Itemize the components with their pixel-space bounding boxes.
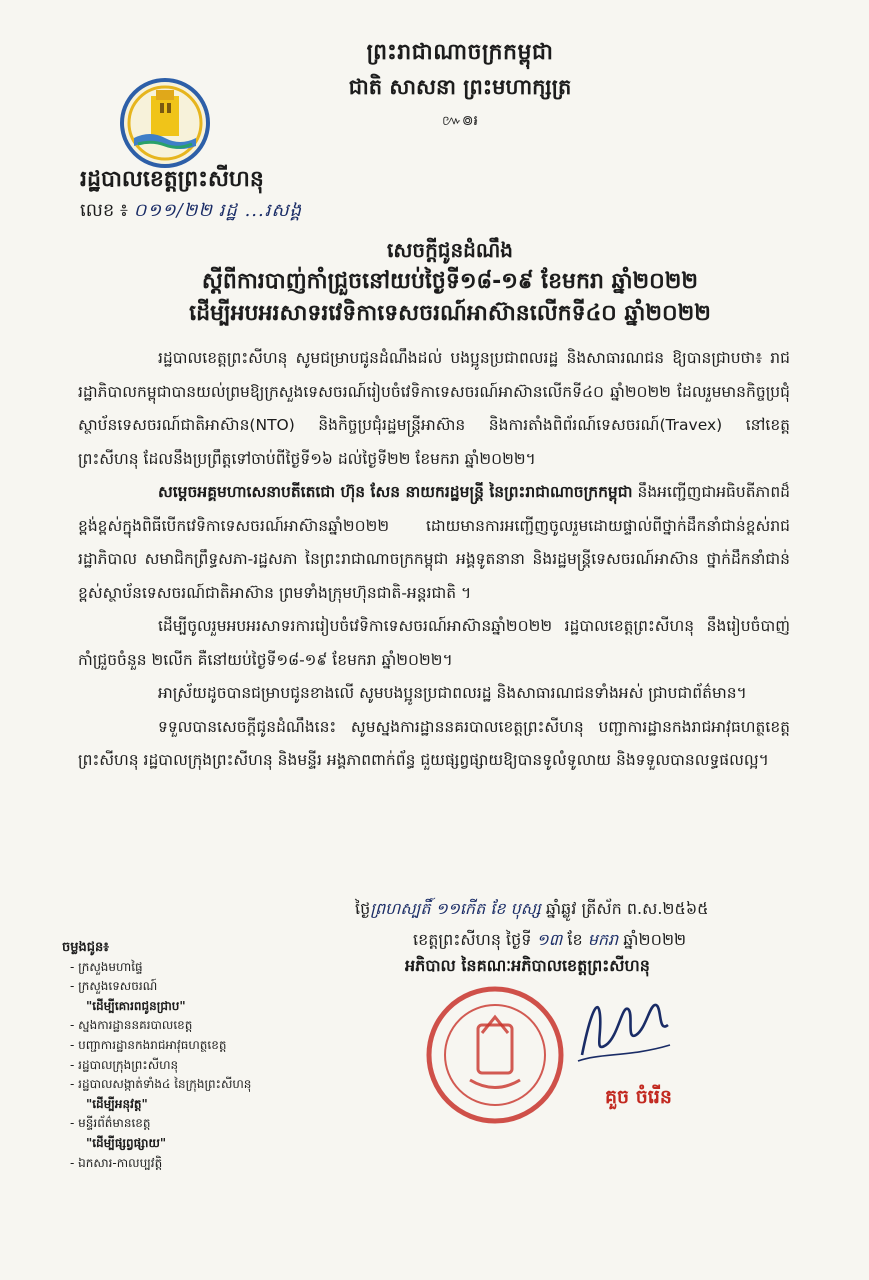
paragraph-2-rest: នឹងអញ្ជើញជាអធិបតីភាពដ៏ខ្ពង់ខ្ពស់ក្នុងពិធីបើកវេទិកាទេសចរណ៍អាស៊ានឆ្នាំ២០២២ ដោយមានការអញ្ជើញចូលរួមដោយផ្ទាល់ពីថ្នាក់ដឹកនាំជាន់ខ្ពស់រាជរដ្ឋាភិបាល សមាជិកព្រឹទ្ធសភា-រដ្ឋសភា នៃព្រះរាជាណាចក្រកម្ពុជា អង្គទូតនានា និងរដ្ឋមន្ត្រីទេសចរណ៍អាស៊ាន ថ្នាក់ដឹកនាំជាន់ខ្ពស់ស្ថាប័នទេសចរណ៍ជាតិអាស៊ាន ព្រមទាំងក្រុមហ៊ុនជាតិ-អន្តរជាតិ ។ <box>78 483 790 602</box>
paragraph-2-lead: សម្តេចអគ្គមហាសេនាបតីតេជោ ហ៊ុន សែន នាយករដ្ឋមន្ត្រី នៃព្រះរាជាណាចក្រកម្ពុជា <box>158 483 633 501</box>
date-block <box>355 893 815 955</box>
paragraph-1: រដ្ឋបាលខេត្តព្រះសីហនុ សូមជម្រាបជូនដំណឹងដល់ បងប្អូនប្រជាពលរដ្ឋ និងសាធារណជន ឱ្យបានជ្រាបថា៖ រាជរដ្ឋាភិបាលកម្ពុជាបានយល់ព្រមឱ្យក្រសួងទេសចរណ៍រៀបចំវេទិកាទេសចរណ៍អាស៊ានលើកទី៤០ ឆ្នាំ២០២២ ដែលរួមមានកិច្ចប្រជុំស្ថាប័នទេសចរណ៍ជាតិអាស៊ាន(NTO) និងកិច្ចប្រជុំរដ្ឋមន្ត្រីអាស៊ាន និងការតាំងពិព័រណ៍ទេសចរណ៍(Travex) នៅខេត្តព្រះសីហនុ ដែលនឹងប្រព្រឹត្តទៅចាប់ពីថ្ងៃទី១៦ ដល់ថ្ងៃទី២២ ខែមករា ឆ្នាំ២០២២។ <box>78 349 790 468</box>
list-item: - រដ្ឋបាលក្រុងព្រះសីហនុ <box>70 1057 179 1072</box>
distribution-title: ចម្លងជូន៖ <box>62 940 109 955</box>
list-item: - ស្នងការដ្ឋាននគរបាលខេត្ត <box>70 1018 193 1033</box>
notice-purpose: ដើម្បីអបអរសាទរវេទិកាទេសចរណ៍អាស៊ានលើកទី៤០ ឆ្នាំ២០២២ <box>189 301 711 326</box>
notice-title: សេចក្តីជូនដំណឹង <box>387 238 513 262</box>
national-motto: ជាតិ សាសនា ព្រះមហាក្សត្រ <box>348 75 572 99</box>
paragraph-4: អាស្រ័យដូចបានជម្រាបជូនខាងលើ សូមបងប្អូនប្រជាពលរដ្ឋ និងសាធារណជនទាំងអស់ ជ្រាបជាព័ត៌មាន។ <box>158 684 747 702</box>
kingdom-title: ព្រះរាជាណាចក្រកម្ពុជា <box>366 40 554 65</box>
reference-number-value: ០១១/២២ <box>133 200 213 221</box>
handwritten-signature-icon <box>570 975 680 1074</box>
kingdom-header <box>300 38 620 132</box>
reference-code: រដ្ឋ ...រសង្គ <box>218 200 303 221</box>
notice-body <box>78 342 790 778</box>
issuing-authority: រដ្ឋបាលខេត្តព្រះសីហនុ <box>80 167 264 192</box>
list-item: - បញ្ជាការដ្ឋានកងរាជអាវុធហត្ថខេត្ត <box>70 1037 227 1052</box>
red-official-seal-icon <box>410 985 580 1129</box>
distribution-list <box>62 938 362 1173</box>
lunar-date-line: ថ្ងៃព្រហស្បតិ៍ ១១កើត ខែ បុស្ស ឆ្នាំឆ្លូវ ត្រីស័ក ព.ស.២៥៦៥ <box>355 899 709 918</box>
list-item: - ក្រសួងមហាផ្ទៃ <box>70 959 143 974</box>
paragraph-2 <box>78 476 790 610</box>
signatory-name: គួច ចំរើន <box>605 1086 672 1108</box>
lunar-date-handwritten: ព្រហស្បតិ៍ ១១កើត ខែ បុស្ស <box>370 899 541 918</box>
paragraph-5: ទទួលបានសេចក្តីជូនដំណឹងនេះ សូមស្នងការដ្ឋាននគរបាលខេត្តព្រះសីហនុ បញ្ជាការដ្ឋានកងរាជអាវុធហត្ថខេត្តព្រះសីហនុ រដ្ឋបាលក្រុងព្រះសីហនុ និងមន្ទីរ អង្គភាពពាក់ព័ន្ធ ជួយផ្សព្វផ្សាយឱ្យបានទូលំទូលាយ និងទទួលបានលទ្ធផលល្អ។ <box>78 717 790 769</box>
reference-label: លេខ ៖ <box>80 200 128 221</box>
list-item: - ឯកសារ-កាលប្បវត្តិ <box>70 1155 163 1170</box>
date-month: មករា <box>587 930 619 949</box>
provincial-seal-icon <box>120 78 210 172</box>
list-note: "ដើម្បីអនុវត្ត" <box>86 1096 148 1111</box>
list-item: - រដ្ឋបាលសង្កាត់ទាំង៤ នៃក្រុងព្រះសីហនុ <box>70 1077 252 1092</box>
list-item: - មន្ទីរព័ត៌មានខេត្ត <box>70 1116 151 1131</box>
header-ornament: ៚៙៛ <box>442 113 478 129</box>
solar-date-line: ខេត្តព្រះសីហនុ ថ្ងៃទី ១៣ ខែ មករា ឆ្នាំ២០២២ <box>413 930 687 949</box>
notice-heading <box>110 234 790 330</box>
reference-number <box>80 198 302 225</box>
date-day: ១៣ <box>536 930 563 949</box>
list-note: "ដើម្បីផ្សព្វផ្សាយ" <box>86 1135 167 1150</box>
paragraph-3: ដើម្បីចូលរួមអបអរសាទរការរៀបចំវេទិកាទេសចរណ៍អាស៊ានឆ្នាំ២០២២ រដ្ឋបាលខេត្តព្រះសីហនុ នឹងរៀបចំបាញ់កាំជ្រួចចំនួន ២លើក គឺនៅយប់ថ្ងៃទី១៨-១៩ ខែមករា ឆ្នាំ២០២២។ <box>78 617 790 669</box>
notice-subject: ស្តីពីការបាញ់កាំជ្រួចនៅយប់ថ្ងៃទី១៨-១៩ ខែមករា ឆ្នាំ២០២២ <box>201 269 699 294</box>
signatory-title: អភិបាល នៃគណៈអភិបាលខេត្តព្រះសីហនុ <box>405 956 650 975</box>
list-item: - ក្រសួងទេសចរណ៍ <box>70 979 158 994</box>
list-note: "ដើម្បីគោរពជូនជ្រាប" <box>86 998 186 1013</box>
